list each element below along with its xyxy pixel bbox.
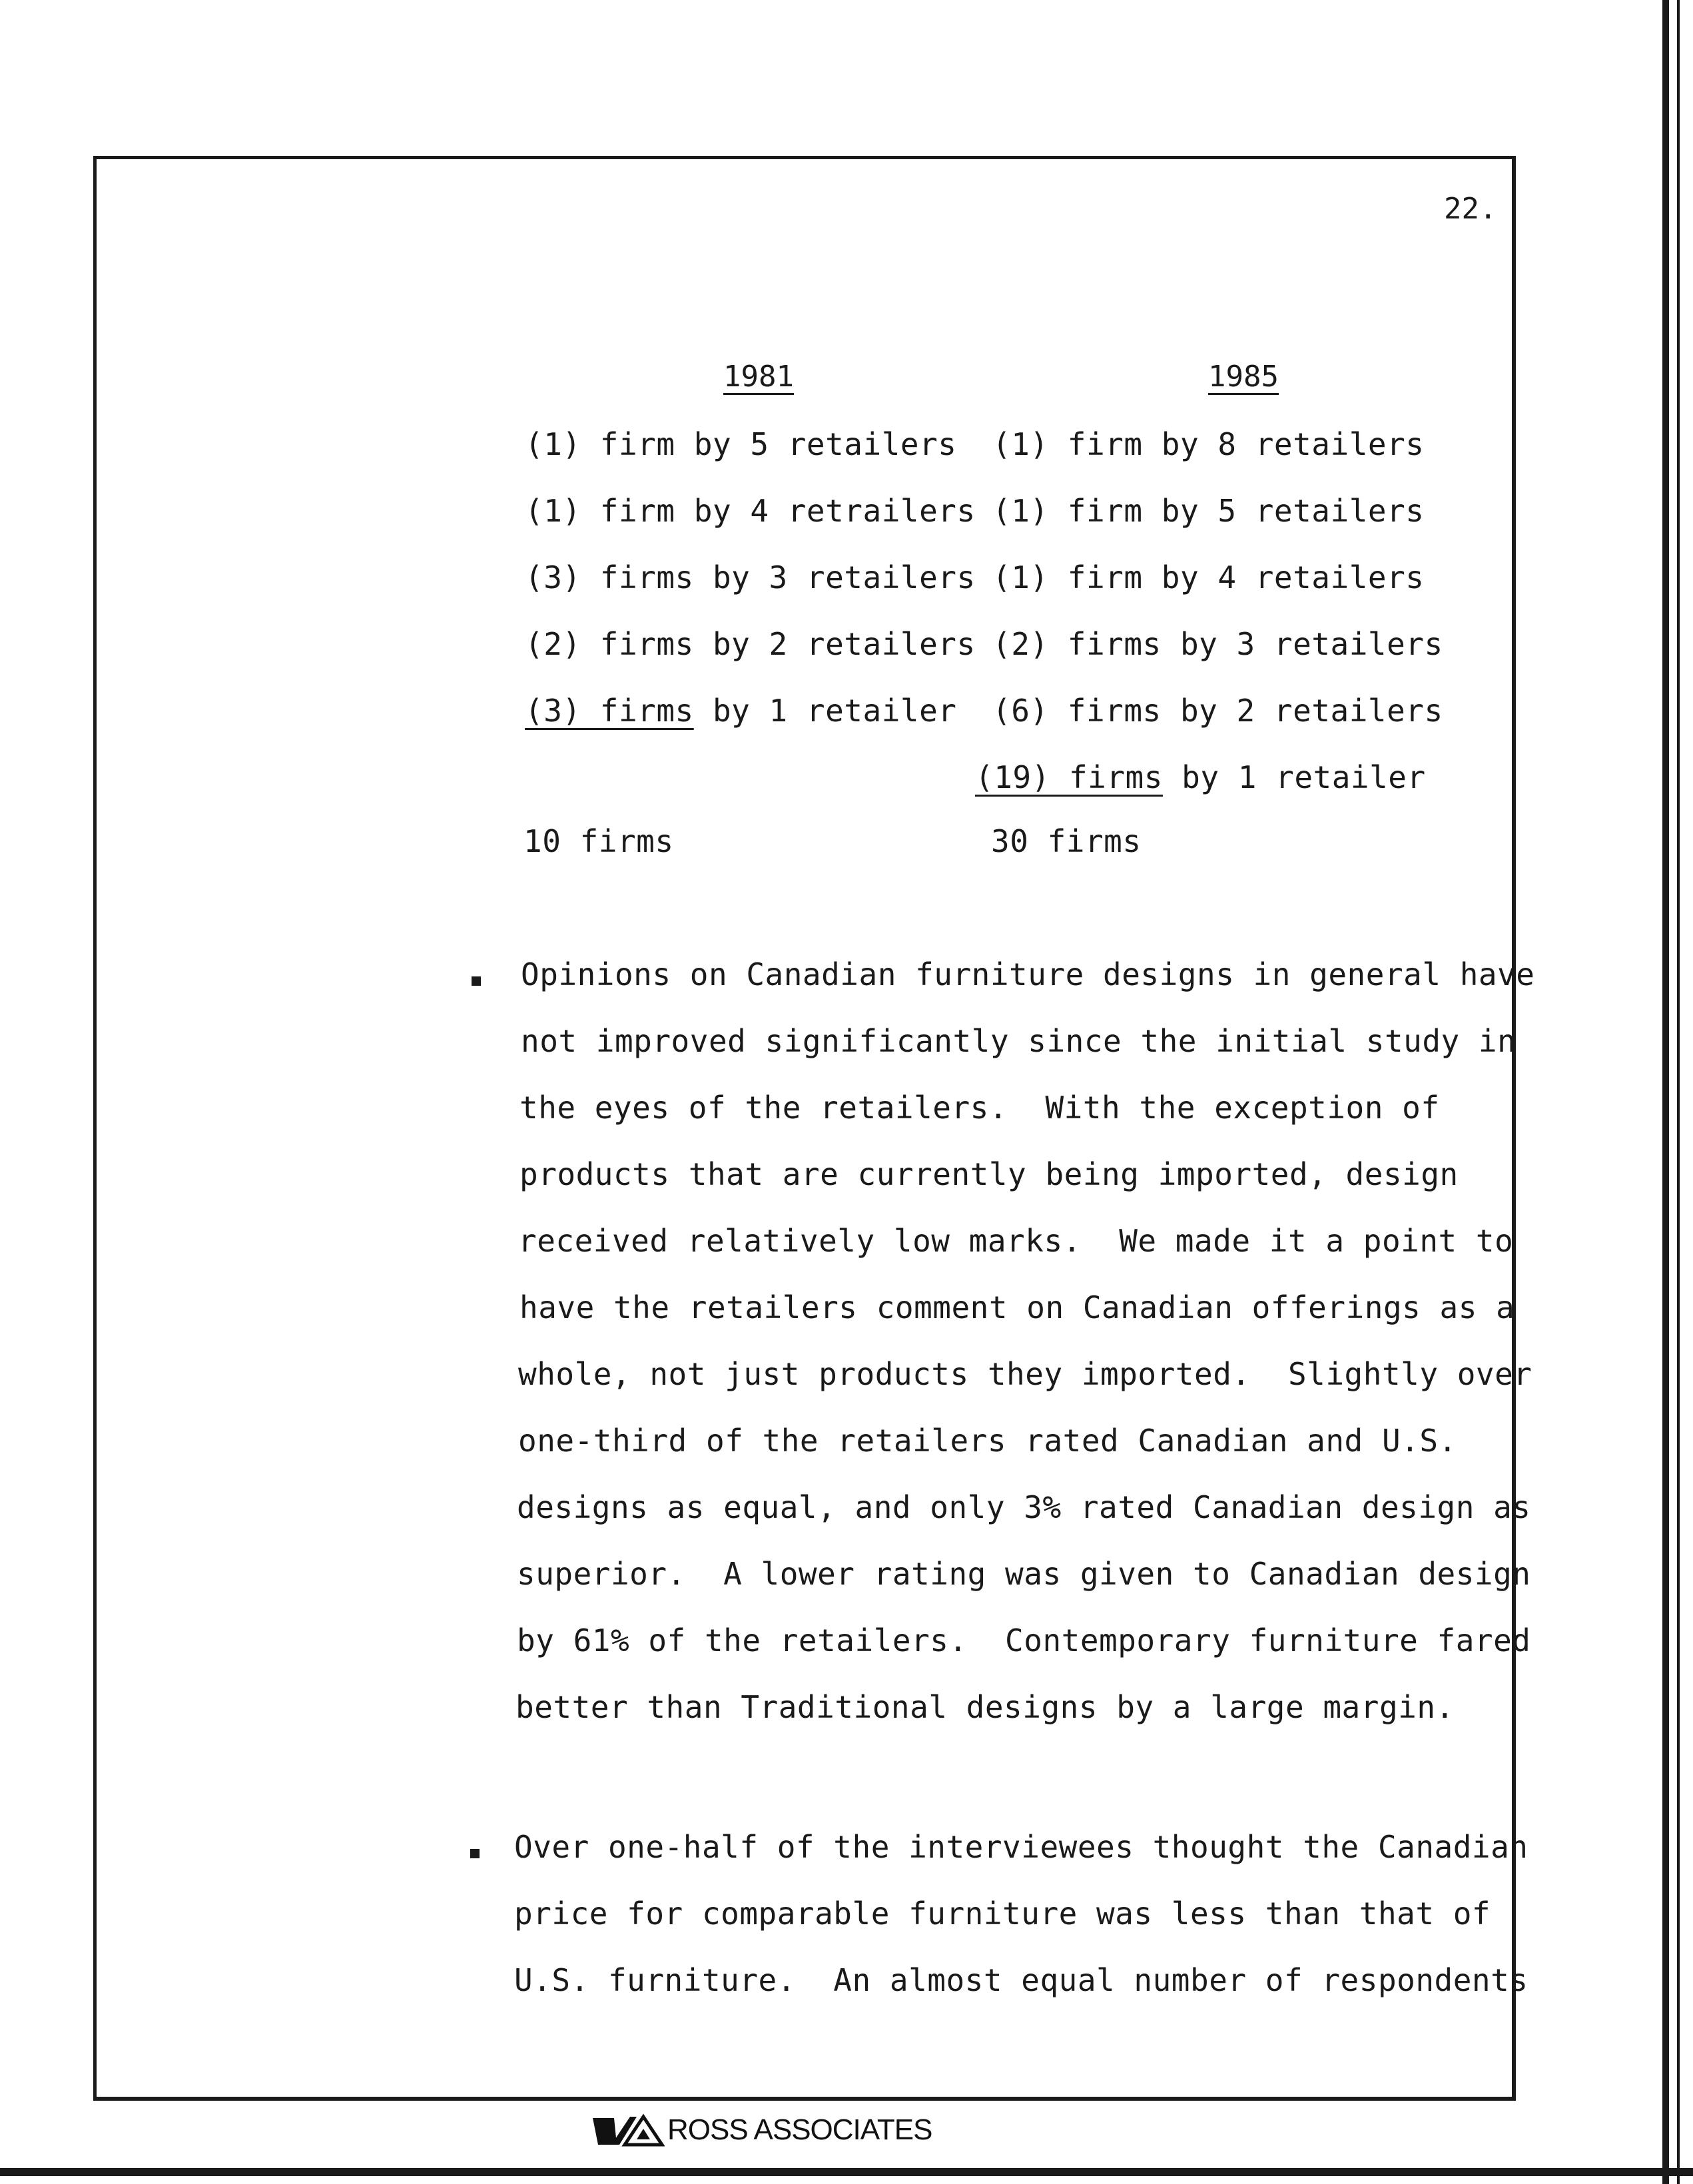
paragraph-line: price for comparable furniture was less than that of <box>514 1896 1491 1932</box>
paragraph-line: by 61% of the retailers. Contemporary furniture fared <box>517 1623 1531 1658</box>
paragraph-line: Opinions on Canadian furniture designs in general have <box>521 956 1535 992</box>
column-year-1985: 1985 <box>1208 360 1279 394</box>
list-item: (1) firm by 4 retailers <box>992 559 1425 595</box>
paragraph-line: whole, not just products they imported. Slightly over <box>518 1356 1532 1392</box>
footer-company-name: ROSS ASSOCIATES <box>667 2113 932 2146</box>
list-item: (3) firms by 3 retailers <box>525 559 976 595</box>
paragraph-line: Over one-half of the interviewees thought the Canadian <box>514 1829 1528 1865</box>
list-item: (2) firms by 2 retailers <box>525 626 976 662</box>
list-item: (1) firm by 8 retailers <box>992 426 1425 462</box>
paragraph-line: one-third of the retailers rated Canadian and U.S. <box>518 1423 1457 1459</box>
paragraph-line: better than Traditional designs by a large margin. <box>515 1689 1455 1725</box>
binding-edge-rule <box>1662 0 1669 2184</box>
paragraph-line: received relatively low marks. We made it a point to <box>518 1223 1514 1259</box>
ross-associates-logo-icon <box>591 2113 665 2147</box>
bullet-marker <box>470 1849 480 1858</box>
page-number: 22. <box>1444 192 1497 226</box>
list-item: (1) firm by 5 retailers <box>992 493 1425 529</box>
list-item: (19) firms by 1 retailer <box>975 759 1426 795</box>
paragraph-line: products that are currently being imported, design <box>519 1156 1459 1192</box>
binding-edge-rule-thin <box>1677 0 1680 2184</box>
paragraph-line: superior. A lower rating was given to Canadian design <box>517 1556 1531 1592</box>
bottom-edge-rule <box>0 2168 1693 2176</box>
list-item: (2) firms by 3 retailers <box>992 626 1443 662</box>
paragraph-line: designs as equal, and only 3% rated Canadian design as <box>517 1489 1531 1525</box>
list-item: (3) firms by 1 retailer <box>525 693 957 729</box>
paragraph-line: not improved significantly since the initial study in <box>521 1023 1517 1059</box>
footer-brand <box>591 2110 932 2150</box>
paragraph-line: have the retailers comment on Canadian offerings as a <box>519 1289 1515 1325</box>
paragraph-line: the eyes of the retailers. With the exception of <box>519 1090 1440 1126</box>
column-year-1981: 1981 <box>723 360 794 394</box>
column-total-1985: 30 firms <box>991 823 1142 859</box>
paragraph-line: U.S. furniture. An almost equal number of respondents <box>514 1962 1528 1998</box>
list-item: (1) firm by 4 retrailers <box>525 493 976 529</box>
bullet-marker <box>472 976 481 986</box>
list-item: (6) firms by 2 retailers <box>992 693 1443 729</box>
column-total-1981: 10 firms <box>523 823 674 859</box>
list-item: (1) firm by 5 retailers <box>525 426 957 462</box>
